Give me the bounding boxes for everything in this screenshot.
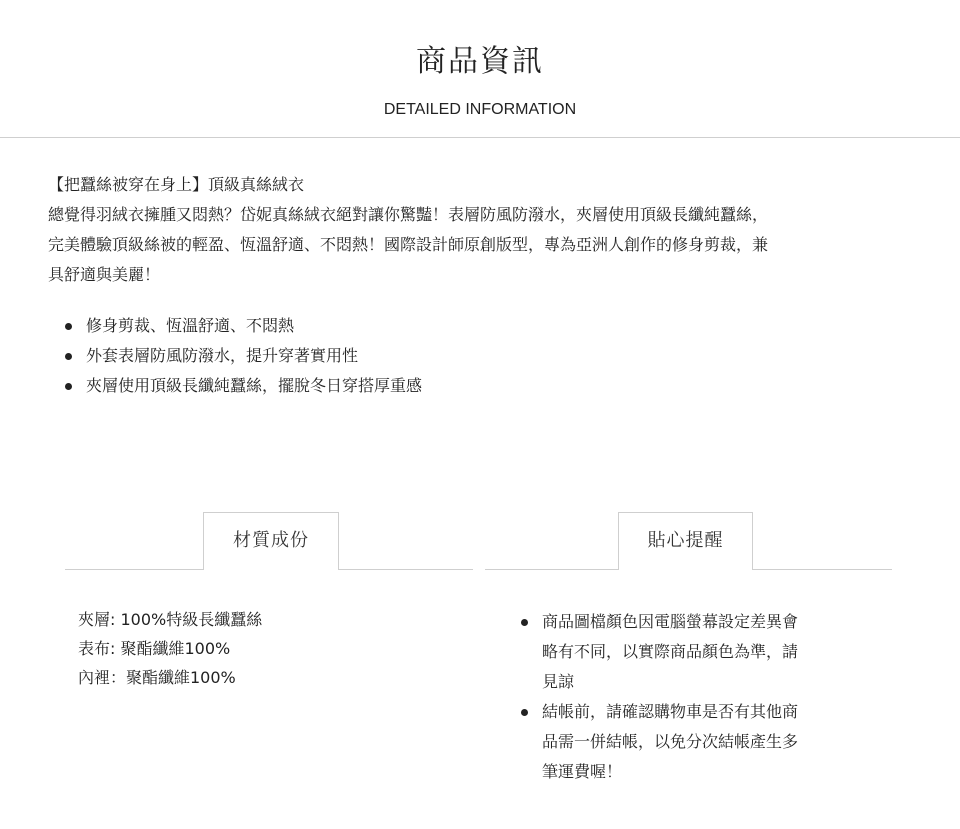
- intro-line: 總覺得羽絨衣擁腫又悶熱？岱妮真絲絨衣絕對讓你驚豔！表層防風防潑水，夾層使用頂級長纖純蠶絲，: [48, 205, 769, 224]
- note-line: 結帳前，請確認購物車是否有其他商: [542, 702, 799, 721]
- page-title: 商品資訊: [416, 44, 544, 79]
- note-item: [518, 697, 858, 787]
- note-line: 見諒: [542, 672, 575, 691]
- note-line: 品需一併結帳，以免分次結帳產生多: [542, 732, 799, 751]
- intro-line: 具舒適與美麗！: [48, 265, 161, 284]
- page-subtitle: DETAILED INFORMATION: [383, 101, 577, 118]
- section-header: [0, 0, 960, 138]
- material-details: [78, 605, 458, 692]
- note-item: [518, 607, 858, 697]
- feature-list: [62, 311, 922, 401]
- intro-line: 完美體驗頂級絲被的輕盈、恆溫舒適、不悶熱！國際設計師原創版型，專為亞洲人創作的修身剪裁，兼: [48, 235, 769, 254]
- notes-list: [518, 607, 858, 787]
- material-heading: 材質成份: [203, 512, 339, 570]
- feature-item: 外套表層防風防潑水，提升穿著實用性: [62, 341, 922, 371]
- notes-heading: 貼心提醒: [618, 512, 753, 570]
- material-line: 夾層: 100%特級長纖蠶絲: [78, 610, 263, 629]
- material-line: 內裡：聚酯纖維100%: [78, 668, 236, 687]
- material-line: 表布: 聚酯纖維100%: [78, 639, 231, 658]
- product-intro: [48, 170, 918, 290]
- note-line: 商品圖檔顏色因電腦螢幕設定差異會: [542, 612, 799, 631]
- feature-item: 夾層使用頂級長纖純蠶絲，擺脫冬日穿搭厚重感: [62, 371, 922, 401]
- note-line: 略有不同，以實際商品顏色為準，請: [542, 642, 799, 661]
- note-line: 筆運費喔！: [542, 762, 623, 781]
- feature-item: 修身剪裁、恆溫舒適、不悶熱: [62, 311, 922, 341]
- intro-heading: 【把蠶絲被穿在身上】頂級真絲絨衣: [48, 175, 305, 194]
